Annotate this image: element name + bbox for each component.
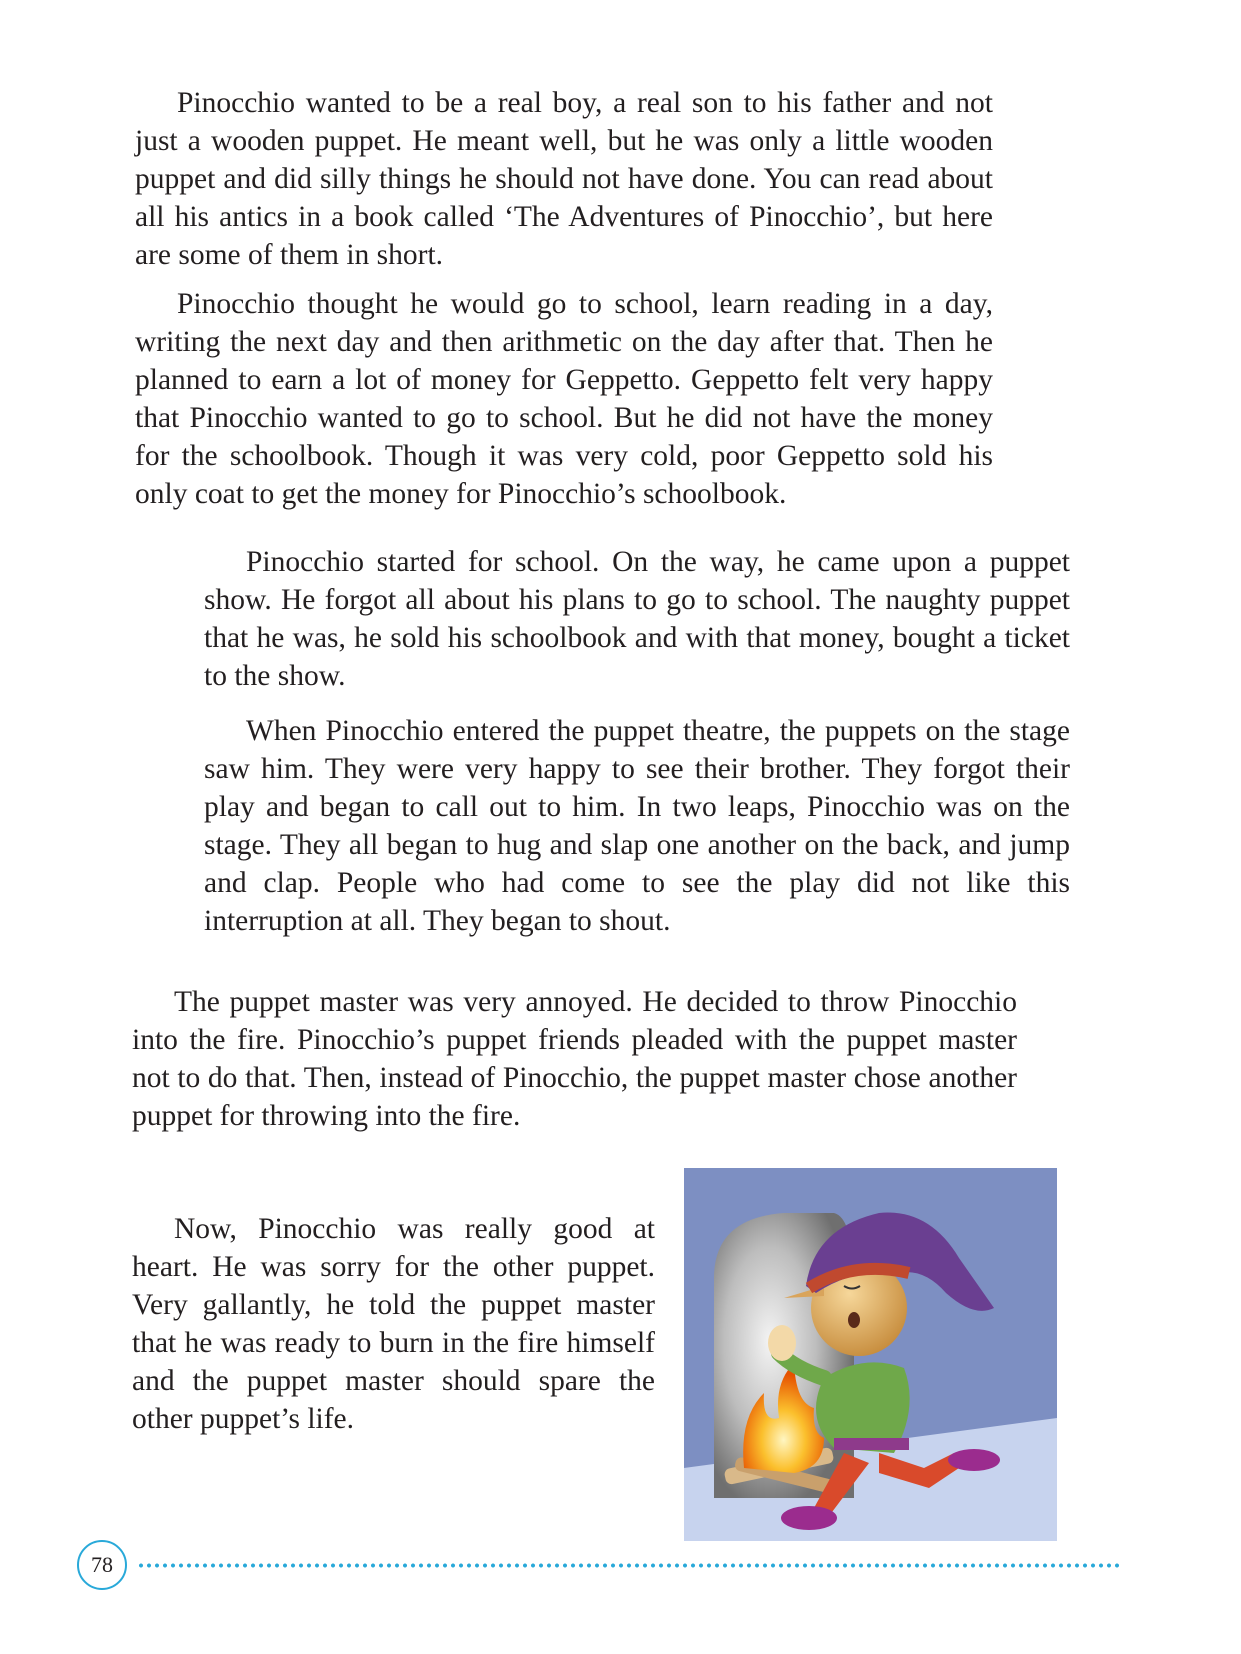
paragraph-puppet-show: Pinocchio started for school. On the way, he came upon a puppet show. He forgot all about his plans to go to school. The naughty puppet that he was, he sold his schoolbook and with that money, bought a ticket to the show.	[204, 546, 1070, 692]
belt	[834, 1438, 909, 1450]
mouth	[848, 1312, 860, 1328]
paragraph-school-plan: Pinocchio thought he would go to school, learn reading in a day, writing the next day and then arithmetic on the day after that. Then he planned to earn a lot of money for Geppetto. Geppetto felt very happy that Pinocchio wanted to go to school. But he did not have the money for the schoolbook. Though it was very cold, poor Geppetto sold his only coat to get the money for Pinocchio’s schoolbook.	[135, 288, 993, 510]
paragraph-puppet-theatre: When Pinocchio entered the puppet theatre, the puppets on the stage saw him. They were very happy to see their brother. They forgot their play and began to call out to him. In two leaps, Pinocchio was on the stage. They all began to hug and slap one another on the back, and jump and clap. People who had come to see the play did not like this interruption at all. They began to shout.	[204, 715, 1070, 937]
pinocchio-fireplace-illustration	[684, 1168, 1057, 1541]
footer-dotted-divider	[137, 1563, 1120, 1568]
hands	[768, 1325, 796, 1361]
shoe-front	[781, 1506, 837, 1530]
paragraph-good-at-heart: Now, Pinocchio was really good at heart. He was sorry for the other puppet. Very gallantly, he told the puppet master that he was ready to burn in the fire himself and the puppet master should spare the other puppet’s life.	[132, 1213, 655, 1435]
paragraph-puppet-master: The puppet master was very annoyed. He decided to throw Pinocchio into the fire. Pinocchio’s puppet friends pleaded with the puppet master not to do that. Then, instead of Pinocchio, the puppet master chose another puppet for throwing into the fire.	[132, 986, 1017, 1132]
shoe-back	[948, 1449, 1000, 1471]
page-number: 78	[77, 1540, 127, 1590]
paragraph-intro: Pinocchio wanted to be a real boy, a real son to his father and not just a wooden puppet. He meant well, but he was only a little wooden puppet and did silly things he should not have done. You can read about all his antics in a book called ‘The Adventures of Pinocchio’, but here are some of them in short.	[135, 87, 993, 271]
